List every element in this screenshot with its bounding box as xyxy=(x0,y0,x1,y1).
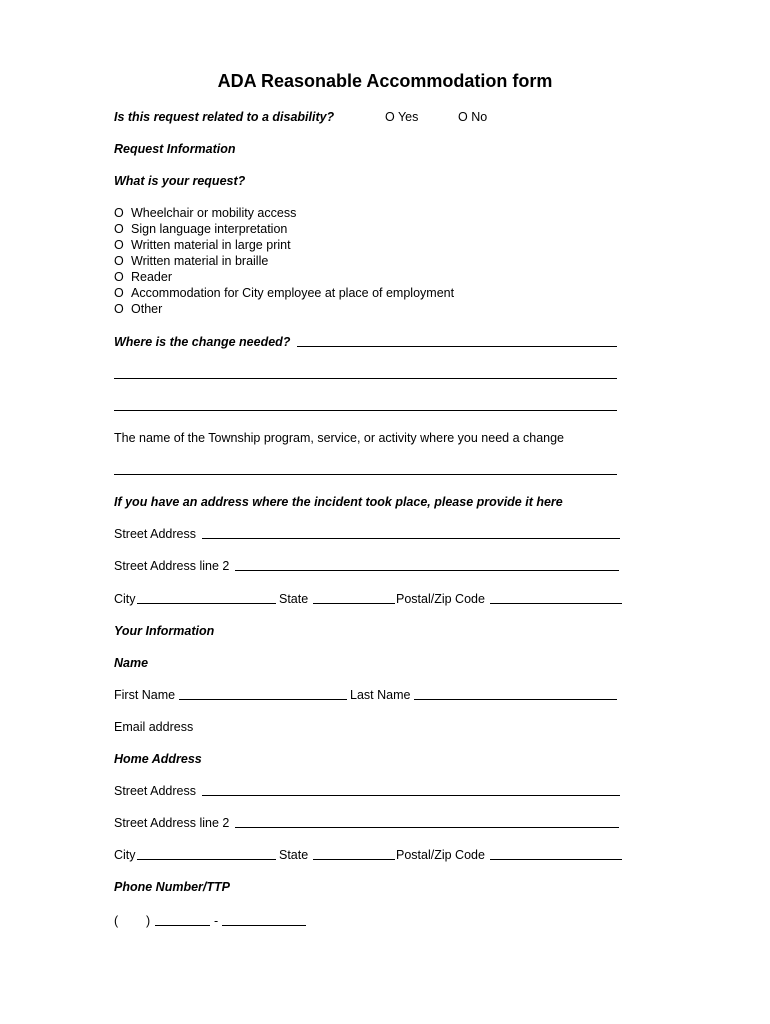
phone-area-code-field[interactable] xyxy=(120,925,146,926)
first-name-field[interactable] xyxy=(179,699,347,700)
name-heading: Name xyxy=(114,656,149,670)
home-state-label: State xyxy=(279,848,309,862)
home-street2-label: Street Address line 2 xyxy=(114,816,230,830)
home-zip-field[interactable] xyxy=(490,859,622,860)
change-needed-label: Where is the change needed? xyxy=(114,335,291,349)
change-needed-field-line-3[interactable] xyxy=(114,410,617,411)
change-needed-field[interactable] xyxy=(297,346,617,347)
request-option-label: Written material in large print xyxy=(131,238,291,252)
incident-zip-field[interactable] xyxy=(490,603,622,604)
phone-open-paren: ( xyxy=(114,914,119,928)
incident-address-heading: If you have an address where the incident took place, please provide it here xyxy=(114,495,563,509)
request-option-label: Wheelchair or mobility access xyxy=(131,206,297,220)
incident-street2-field[interactable] xyxy=(235,570,619,571)
incident-city-field[interactable] xyxy=(137,603,276,604)
home-street-label: Street Address xyxy=(114,784,196,798)
first-name-label: First Name xyxy=(114,688,176,702)
phone-close-paren: ) xyxy=(146,914,151,928)
request-option-label: Sign language interpretation xyxy=(131,222,288,236)
request-question: What is your request? xyxy=(114,174,246,188)
last-name-label: Last Name xyxy=(350,688,411,702)
incident-street-field[interactable] xyxy=(202,538,620,539)
request-option-reader[interactable] xyxy=(114,269,172,285)
home-city-label: City xyxy=(114,848,136,862)
radio-circle[interactable]: O xyxy=(114,302,124,316)
disability-no-option[interactable]: O No xyxy=(458,110,488,124)
home-city-field[interactable] xyxy=(137,859,276,860)
request-option-city-employee[interactable] xyxy=(114,285,454,301)
radio-circle[interactable]: O xyxy=(114,222,124,236)
incident-city-label: City xyxy=(114,592,136,606)
your-information-heading: Your Information xyxy=(114,624,215,638)
request-option-wheelchair[interactable] xyxy=(114,205,296,221)
radio-circle[interactable]: O xyxy=(114,286,124,300)
radio-circle[interactable]: O xyxy=(114,254,124,268)
home-address-heading: Home Address xyxy=(114,752,202,766)
request-option-label: Other xyxy=(131,302,163,316)
request-option-label: Accommodation for City employee at place of employment xyxy=(131,286,455,300)
phone-line-field[interactable] xyxy=(222,925,306,926)
phone-prefix-field[interactable] xyxy=(155,925,210,926)
incident-street2-label: Street Address line 2 xyxy=(114,559,230,573)
township-program-field[interactable] xyxy=(114,474,617,475)
incident-state-field[interactable] xyxy=(313,603,395,604)
request-option-other[interactable] xyxy=(114,301,162,317)
incident-street-label: Street Address xyxy=(114,527,196,541)
request-option-sign-language[interactable] xyxy=(114,221,287,237)
request-option-large-print[interactable] xyxy=(114,237,291,253)
radio-circle[interactable]: O xyxy=(114,270,124,284)
radio-circle[interactable]: O xyxy=(114,238,124,252)
home-street-field[interactable] xyxy=(202,795,620,796)
home-zip-label: Postal/Zip Code xyxy=(396,848,485,862)
incident-state-label: State xyxy=(279,592,309,606)
request-option-label: Written material in braille xyxy=(131,254,269,268)
home-street2-field[interactable] xyxy=(235,827,619,828)
home-state-field[interactable] xyxy=(313,859,395,860)
township-program-label: The name of the Township program, service, or activity where you need a change xyxy=(114,431,565,445)
phone-heading: Phone Number/TTP xyxy=(114,880,230,894)
request-option-label: Reader xyxy=(131,270,172,284)
last-name-field[interactable] xyxy=(414,699,617,700)
incident-zip-label: Postal/Zip Code xyxy=(396,592,485,606)
change-needed-field-line-2[interactable] xyxy=(114,378,617,379)
radio-circle[interactable]: O xyxy=(114,206,124,220)
phone-dash: - xyxy=(214,914,219,928)
request-option-braille[interactable] xyxy=(114,253,268,269)
page-title: ADA Reasonable Accommodation form xyxy=(217,71,553,91)
disability-question: Is this request related to a disability? xyxy=(114,110,335,124)
request-information-heading: Request Information xyxy=(114,142,236,156)
disability-yes-option[interactable]: O Yes xyxy=(385,110,419,124)
email-label: Email address xyxy=(114,720,194,734)
